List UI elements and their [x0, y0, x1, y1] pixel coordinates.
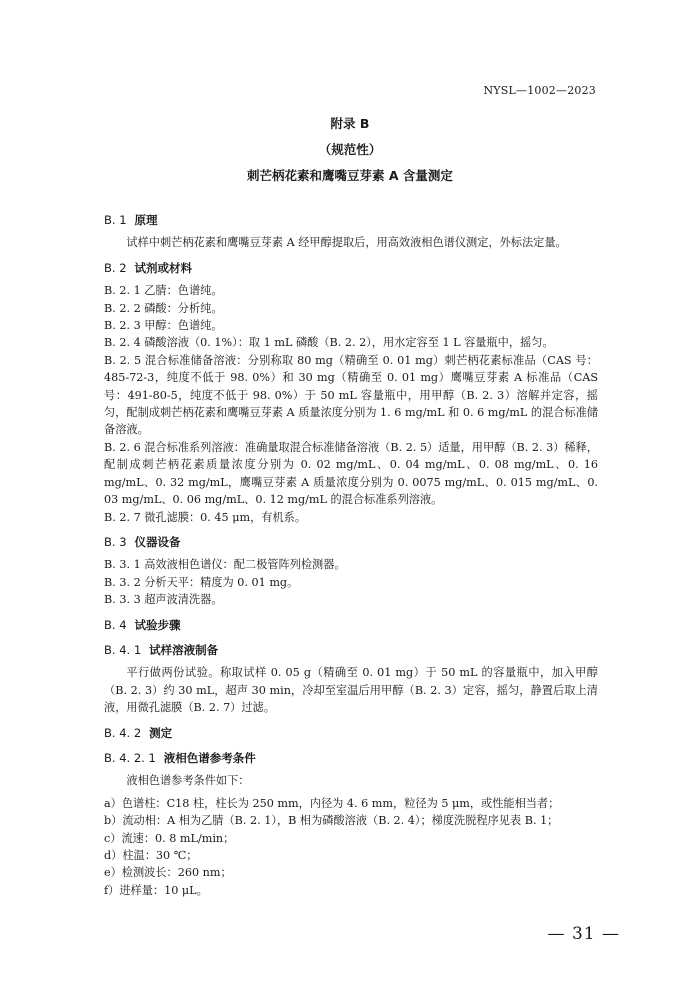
- heading-b4-1: [104, 642, 598, 659]
- clause-b2-4: B. 2. 4 磷酸溶液（0. 1%）：取 1 mL 磷酸（B. 2. 2），用水定容至 1 L 容量瓶中，摇匀。: [104, 336, 554, 350]
- list-item-f: f）进样量：10 μL。: [104, 883, 208, 897]
- heading-number: B. 2: [104, 260, 127, 275]
- heading-b3: [104, 534, 598, 551]
- heading-title: 试样溶液制备: [149, 642, 219, 657]
- clause-b2-2: B. 2. 2 磷酸：分析纯。: [104, 301, 223, 315]
- clause-b3-3: B. 3. 3 超声波清洗器。: [104, 593, 223, 607]
- standard-code: NYSL—1002—2023: [483, 84, 596, 97]
- annex-label: 附录 B: [330, 116, 370, 131]
- heading-number: B. 4. 1: [104, 642, 142, 657]
- heading-number: B. 3: [104, 534, 127, 549]
- heading-title: 液相色谱参考条件: [163, 750, 256, 765]
- list-item-a: a）色谱柱：C18 柱，柱长为 250 mm，内径为 4. 6 mm，粒径为 5 μm，或性能相当者；: [104, 796, 560, 810]
- clause-b2-3: B. 2. 3 甲醇：色谱纯。: [104, 319, 223, 333]
- heading-title: 原理: [134, 213, 158, 227]
- list-item-b: b）流动相：A 相为乙腈（B. 2. 1），B 相为磷酸溶液（B. 2. 4）；梯度洗脱程序见表 B. 1；: [104, 814, 559, 828]
- page-number: — 31 —: [547, 924, 620, 944]
- clause-b2-5: B. 2. 5 混合标准储备溶液：分别称取 80 mg（精确至 0. 01 mg）刺芒柄花素标准品（CAS 号：485-72-3，纯度不低于 98. 0%）和 30 mg（精确至 0. 01 mg）鹰嘴豆芽素 A 标准品（CAS 号：491-80-5，纯度不低于 98. 0%）于 50 mL 容量瓶中，用甲醇（B. 2. 3）溶解并定容，摇匀，配制成刺芒柄花素和鹰嘴豆芽素 A 质量浓度分别为 1. 6 mg/mL 和 0. 6 mg/mL 的混合标准储备溶液。: [104, 353, 599, 437]
- clause-b3-1: B. 3. 1 高效液相色谱仪：配二极管阵列检测器。: [104, 558, 346, 572]
- document-body: [104, 212, 598, 899]
- heading-b4-2-1: [104, 750, 598, 767]
- heading-number: B. 1: [104, 213, 127, 227]
- clause-b2-1: B. 2. 1 乙腈：色谱纯。: [104, 284, 223, 298]
- annex-nature: （规范性）: [318, 142, 382, 157]
- list-item-c: c）流速：0. 8 mL/min；: [104, 831, 235, 845]
- heading-title: 仪器设备: [134, 534, 181, 549]
- list-item-d: d）柱温：30 ℃；: [104, 849, 198, 862]
- heading-b1: [104, 212, 598, 229]
- heading-number: B. 4. 2. 1: [104, 750, 156, 765]
- heading-b4: [104, 617, 598, 634]
- clause-b3-2: B. 3. 2 分析天平：精度为 0. 01 mg。: [104, 575, 299, 589]
- heading-number: B. 4: [104, 617, 127, 632]
- paragraph-sample-prep: 平行做两份试验。称取试样 0. 05 g（精确至 0. 01 mg）于 50 mL 的容量瓶中，加入甲醇（B. 2. 3）约 30 mL，超声 30 min，冷却至室温后用甲醇（B. 2. 3）定容，摇匀，静置后取上清液，用微孔滤膜（B. 2. 7）过滤。: [104, 666, 598, 715]
- heading-title: 测定: [149, 725, 173, 740]
- paragraph-conditions-intro: 液相色谱参考条件如下：: [126, 774, 250, 788]
- annex-title: 刺芒柄花素和鹰嘴豆芽素 A 含量测定: [247, 168, 453, 183]
- clause-b2-6: B. 2. 6 混合标准系列溶液：准确量取混合标准储备溶液（B. 2. 5）适量，用甲醇（B. 2. 3）稀释，配制成刺芒柄花素质量浓度分别为 0. 02 mg/mL、0. 04 mg/mL、0. 08 mg/mL、0. 16 mg/mL、0. 32 mg/mL，鹰嘴豆芽素 A 质量浓度分别为 0. 0075 mg/mL、0. 015 mg/mL、0. 03 mg/mL、0. 06 mg/mL、0. 12 mg/mL 的混合标准系列溶液。: [104, 440, 598, 507]
- list-item-e: e）检测波长：260 nm；: [104, 866, 232, 880]
- heading-number: B. 4. 2: [104, 725, 142, 740]
- clause-b2-7: B. 2. 7 微孔滤膜：0. 45 μm，有机系。: [104, 510, 307, 524]
- heading-b2: [104, 260, 598, 277]
- heading-title: 试剂或材料: [134, 260, 193, 275]
- heading-title: 试验步骤: [134, 617, 181, 632]
- paragraph-principle: 试样中刺芒柄花素和鹰嘴豆芽素 A 经甲醇提取后，用高效液相色谱仪测定，外标法定量。: [126, 236, 567, 250]
- heading-b4-2: [104, 725, 598, 742]
